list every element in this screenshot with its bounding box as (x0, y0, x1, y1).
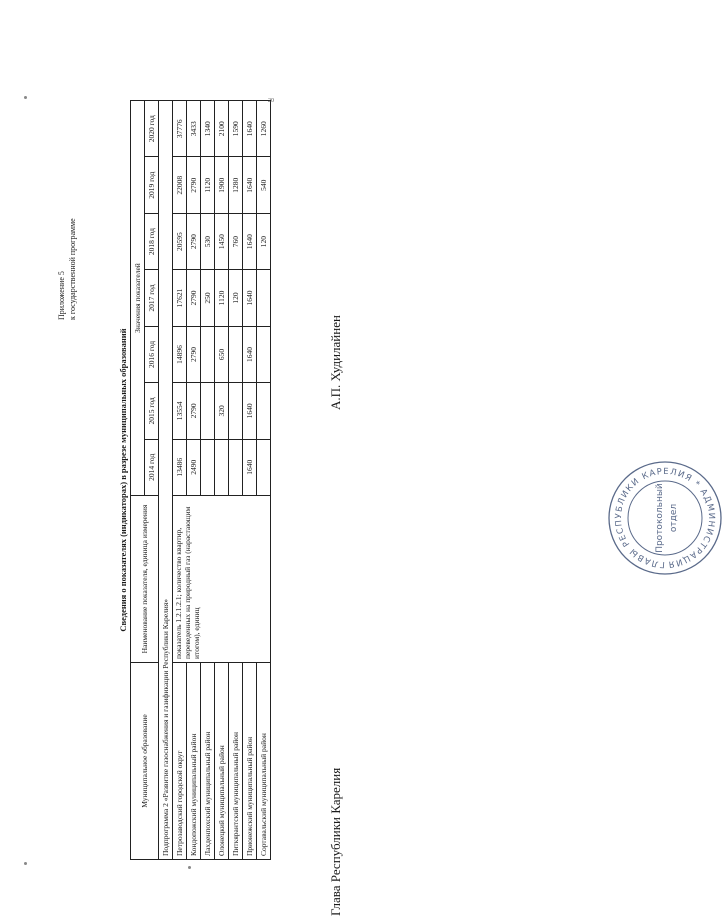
value-cell (201, 383, 215, 439)
value-cell: 540 (257, 157, 271, 213)
table-row (257, 101, 271, 860)
value-cell: 2790 (187, 383, 201, 439)
value-cell (229, 439, 243, 495)
value-cell: 14896 (173, 326, 187, 382)
value-cell (201, 326, 215, 382)
appendix-line-1: Приложение 5 (57, 271, 66, 320)
seal-outer-text: ГЛАВЫ РЕСПУБЛИКИ КАРЕЛИЯ * АДМИНИСТРАЦИЯ (613, 466, 717, 570)
table-row (215, 101, 229, 860)
year-header: 2019 год (145, 157, 159, 213)
indicators-table (130, 100, 271, 860)
value-cell (229, 383, 243, 439)
value-cell: 1640 (243, 101, 257, 157)
value-cell: 1120 (201, 157, 215, 213)
header-indicator: Наименование показателя, единица измерения (131, 496, 159, 663)
value-cell: 2100 (215, 101, 229, 157)
value-cell: 2790 (187, 157, 201, 213)
municipality-name: Кондопожский муниципальный район (187, 663, 201, 860)
value-cell (215, 439, 229, 495)
value-cell: 1640 (243, 213, 257, 269)
value-cell: 1640 (243, 439, 257, 495)
appendix-line-2: к государственной программе (68, 218, 77, 320)
value-cell: 1900 (215, 157, 229, 213)
scan-artifact (188, 866, 191, 869)
value-cell: 1640 (243, 270, 257, 326)
table-row (229, 101, 243, 860)
signature-name: А.П. Худилайнен (328, 315, 343, 410)
table-row (201, 101, 215, 860)
value-cell (257, 270, 271, 326)
value-cell: 22008 (173, 157, 187, 213)
header-municipality: Муниципальное образование (131, 663, 159, 860)
value-cell: 120 (229, 270, 243, 326)
municipality-name: Лахденпохский муниципальный район (201, 663, 215, 860)
value-cell: 2790 (187, 326, 201, 382)
value-cell: 37776 (173, 101, 187, 157)
value-cell: 2790 (187, 270, 201, 326)
value-cell: 1590 (229, 101, 243, 157)
rotated-sheet (57, 100, 717, 916)
year-header: 2018 год (145, 213, 159, 269)
year-header: 2017 год (145, 270, 159, 326)
value-cell: 320 (215, 383, 229, 439)
value-cell: 1280 (229, 157, 243, 213)
municipality-name: Сортавальский муниципальный район (257, 663, 271, 860)
seal-inner-line-2: отдел (669, 503, 679, 533)
value-cell: 17621 (173, 270, 187, 326)
value-cell: 2490 (187, 439, 201, 495)
value-cell: 760 (229, 213, 243, 269)
year-header: 2020 год (145, 101, 159, 157)
value-cell: 1640 (243, 326, 257, 382)
value-cell: 650 (215, 326, 229, 382)
year-header: 2016 год (145, 326, 159, 382)
value-cell: 1340 (201, 101, 215, 157)
subprogram-title: Подпрограмма 2 «Развитие газоснабжения и газификации Республики Карелия» (159, 101, 173, 860)
municipality-name: Петрозаводский городской округ (173, 663, 187, 860)
header-values: Значения показателей (131, 101, 145, 496)
value-cell: 1260 (257, 101, 271, 157)
value-cell: 13554 (173, 383, 187, 439)
value-cell: 2790 (187, 213, 201, 269)
scan-artifact (24, 96, 27, 99)
value-cell (257, 326, 271, 382)
value-cell (201, 439, 215, 495)
table-row (173, 101, 187, 860)
value-cell: 20595 (173, 213, 187, 269)
year-header: 2014 год (145, 439, 159, 495)
value-cell: 120 (257, 213, 271, 269)
value-cell: 1120 (215, 270, 229, 326)
table-header-row (131, 101, 145, 860)
appendix-note (56, 100, 78, 320)
municipality-name: Прионежский муниципальный район (243, 663, 257, 860)
value-cell: 13486 (173, 439, 187, 495)
value-cell (229, 326, 243, 382)
table-row (187, 101, 201, 860)
value-cell: 3433 (187, 101, 201, 157)
value-cell (257, 439, 271, 495)
document-title: Сведения о показателях (индикаторах) в разрезе муниципальных образований (118, 328, 128, 632)
page-number: 20 (268, 98, 274, 104)
value-cell: 1640 (243, 383, 257, 439)
value-cell: 1640 (243, 157, 257, 213)
value-cell: 250 (201, 270, 215, 326)
value-cell: 530 (201, 213, 215, 269)
subprogram-row (159, 101, 173, 860)
official-seal (606, 459, 724, 577)
indicator-description: показатель 1.2.1.2.1; количество квартир, переведенных на природный газ (нарастающим итогом), единиц (173, 496, 271, 663)
year-header: 2015 год (145, 383, 159, 439)
signature-title: Глава Республики Карелия (328, 767, 343, 916)
municipality-name: Олонецкий муниципальный район (215, 663, 229, 860)
municipality-name: Питкярантский муниципальный район (229, 663, 243, 860)
scan-artifact (24, 862, 27, 865)
value-cell (257, 383, 271, 439)
value-cell: 1450 (215, 213, 229, 269)
table-row (243, 101, 257, 860)
seal-inner-line-1: Протокольный (655, 483, 665, 553)
